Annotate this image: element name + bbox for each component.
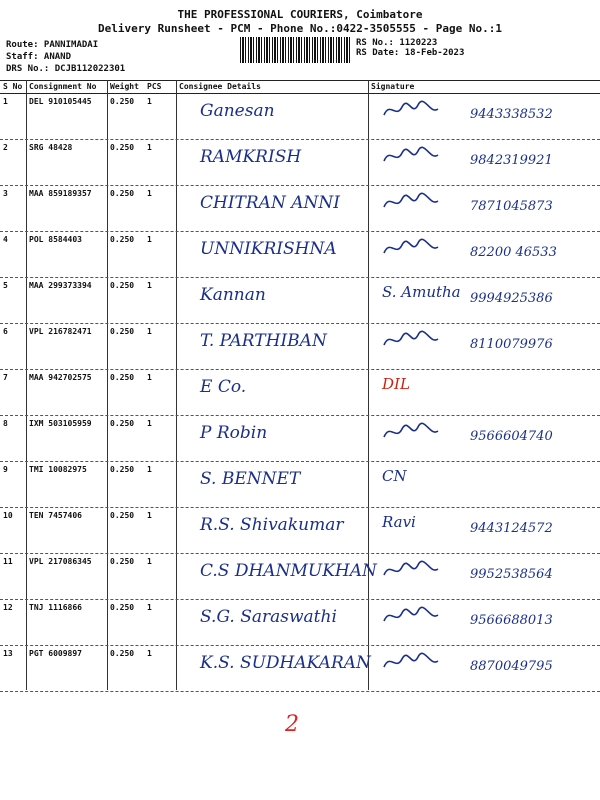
table-row (0, 139, 600, 186)
row-pcs: 1 (147, 281, 152, 290)
row-weight: 0.250 (110, 281, 135, 290)
consignee-phone-handwritten: 82200 46533 (470, 245, 557, 260)
row-consignment-no: DEL 910105445 (29, 97, 92, 106)
row-consignment-no: SRG 48428 (29, 143, 73, 152)
row-weight: 0.250 (110, 373, 135, 382)
row-weight: 0.250 (110, 511, 135, 520)
consignee-name-handwritten: K.S. SUDHAKARAN (200, 653, 371, 673)
col-weight: Weight (110, 82, 139, 91)
table-row (0, 93, 600, 140)
row-sno: 9 (3, 465, 8, 474)
row-sno: 4 (3, 235, 8, 244)
row-consignment-no: IXM 503105959 (29, 419, 92, 428)
row-weight: 0.250 (110, 97, 135, 106)
consignee-phone-handwritten: 8870049795 (470, 659, 553, 674)
row-sno: 3 (3, 189, 8, 198)
row-sno: 7 (3, 373, 8, 382)
row-consignment-no: MAA 299373394 (29, 281, 92, 290)
table-row (0, 369, 600, 416)
signature-handwritten: DIL (382, 375, 410, 393)
signature-handwritten (382, 329, 442, 351)
row-consignment-no: MAA 859189357 (29, 189, 92, 198)
row-weight: 0.250 (110, 419, 135, 428)
row-consignment-no: VPL 216782471 (29, 327, 92, 336)
col-consignment: Consignment No (29, 82, 97, 91)
signature-handwritten (382, 605, 442, 627)
signature-handwritten: S. Amutha (382, 283, 461, 301)
consignee-name-handwritten: UNNIKRISHNA (200, 239, 337, 259)
signature-handwritten (382, 559, 442, 581)
row-sno: 10 (3, 511, 13, 520)
row-consignment-no: PGT 6009897 (29, 649, 82, 658)
row-sno: 1 (3, 97, 8, 106)
signature-handwritten (382, 145, 442, 167)
col-sno: S No (3, 82, 23, 91)
row-pcs: 1 (147, 235, 152, 244)
row-pcs: 1 (147, 511, 152, 520)
consignee-name-handwritten: CHITRAN ANNI (200, 193, 340, 213)
col-signature: Signature (371, 82, 415, 91)
signature-handwritten (382, 191, 442, 213)
signature-handwritten (382, 421, 442, 443)
row-weight: 0.250 (110, 557, 135, 566)
consignee-name-handwritten: S.G. Saraswathi (200, 607, 337, 627)
table-row (0, 645, 600, 692)
company-title: THE PROFESSIONAL COURIERS, Coimbatore (177, 8, 423, 21)
signature-handwritten (382, 237, 442, 259)
consignee-phone-handwritten: 7871045873 (470, 199, 553, 214)
row-sno: 5 (3, 281, 8, 290)
row-consignment-no: VPL 217086345 (29, 557, 92, 566)
signature-handwritten: Ravi (382, 513, 416, 531)
row-consignment-no: TEN 7457406 (29, 511, 82, 520)
consignee-name-handwritten: RAMKRISH (200, 147, 302, 167)
row-sno: 11 (3, 557, 13, 566)
row-pcs: 1 (147, 465, 152, 474)
table-row (0, 323, 600, 370)
row-weight: 0.250 (110, 465, 135, 474)
table-row (0, 553, 600, 600)
table-row (0, 277, 600, 324)
consignee-phone-handwritten: 9994925386 (470, 291, 553, 306)
consignee-name-handwritten: P Robin (200, 423, 268, 443)
drs-number: DRS No.: DCJB112022301 (6, 64, 126, 74)
row-consignment-no: MAA 942702575 (29, 373, 92, 382)
rs-date: RS Date: 18-Feb-2023 (356, 48, 465, 58)
consignee-name-handwritten: C.S DHANMUKHAN (200, 561, 377, 581)
consignee-name-handwritten: Kannan (200, 285, 266, 305)
table-row (0, 599, 600, 646)
table-row (0, 415, 600, 462)
table-row (0, 185, 600, 232)
row-sno: 6 (3, 327, 8, 336)
route-label: Route: PANNIMADAI (6, 40, 99, 50)
signature-handwritten (382, 99, 442, 121)
col-pcs: PCS (147, 82, 162, 91)
table-header (0, 80, 600, 94)
row-consignment-no: TNJ 1116866 (29, 603, 82, 612)
row-pcs: 1 (147, 143, 152, 152)
row-pcs: 1 (147, 603, 152, 612)
page-mark: 2 (285, 712, 299, 737)
row-weight: 0.250 (110, 143, 135, 152)
row-sno: 13 (3, 649, 13, 658)
barcode (240, 37, 350, 63)
row-weight: 0.250 (110, 235, 135, 244)
consignee-phone-handwritten: 9842319921 (470, 153, 553, 168)
row-pcs: 1 (147, 97, 152, 106)
table-row (0, 461, 600, 508)
staff-label: Staff: ANAND (6, 52, 72, 62)
signature-handwritten: CN (382, 467, 407, 485)
runsheet-subtitle: Delivery Runsheet - PCM - Phone No.:0422-3505555 - Page No.:1 (98, 22, 502, 35)
col-details: Consignee Details (179, 82, 261, 91)
row-sno: 12 (3, 603, 13, 612)
row-weight: 0.250 (110, 603, 135, 612)
row-consignment-no: TMI 10082975 (29, 465, 87, 474)
row-pcs: 1 (147, 557, 152, 566)
consignee-name-handwritten: R.S. Shivakumar (200, 515, 344, 535)
consignee-name-handwritten: T. PARTHIBAN (200, 331, 327, 351)
row-pcs: 1 (147, 649, 152, 658)
consignee-phone-handwritten: 8110079976 (470, 337, 553, 352)
row-pcs: 1 (147, 373, 152, 382)
row-sno: 2 (3, 143, 8, 152)
row-weight: 0.250 (110, 189, 135, 198)
row-pcs: 1 (147, 327, 152, 336)
row-weight: 0.250 (110, 327, 135, 336)
row-sno: 8 (3, 419, 8, 428)
consignee-name-handwritten: Ganesan (200, 101, 275, 121)
consignee-name-handwritten: E Co. (200, 377, 247, 397)
consignee-phone-handwritten: 9443124572 (470, 521, 553, 536)
rs-number: RS No.: 1120223 (356, 38, 438, 48)
table-row (0, 231, 600, 278)
row-pcs: 1 (147, 419, 152, 428)
consignee-phone-handwritten: 9952538564 (470, 567, 553, 582)
row-pcs: 1 (147, 189, 152, 198)
consignee-phone-handwritten: 9443338532 (470, 107, 553, 122)
table-row (0, 507, 600, 554)
consignee-phone-handwritten: 9566688013 (470, 613, 553, 628)
row-weight: 0.250 (110, 649, 135, 658)
consignee-phone-handwritten: 9566604740 (470, 429, 553, 444)
signature-handwritten (382, 651, 442, 673)
row-consignment-no: POL 8584403 (29, 235, 82, 244)
consignee-name-handwritten: S. BENNET (200, 469, 301, 489)
